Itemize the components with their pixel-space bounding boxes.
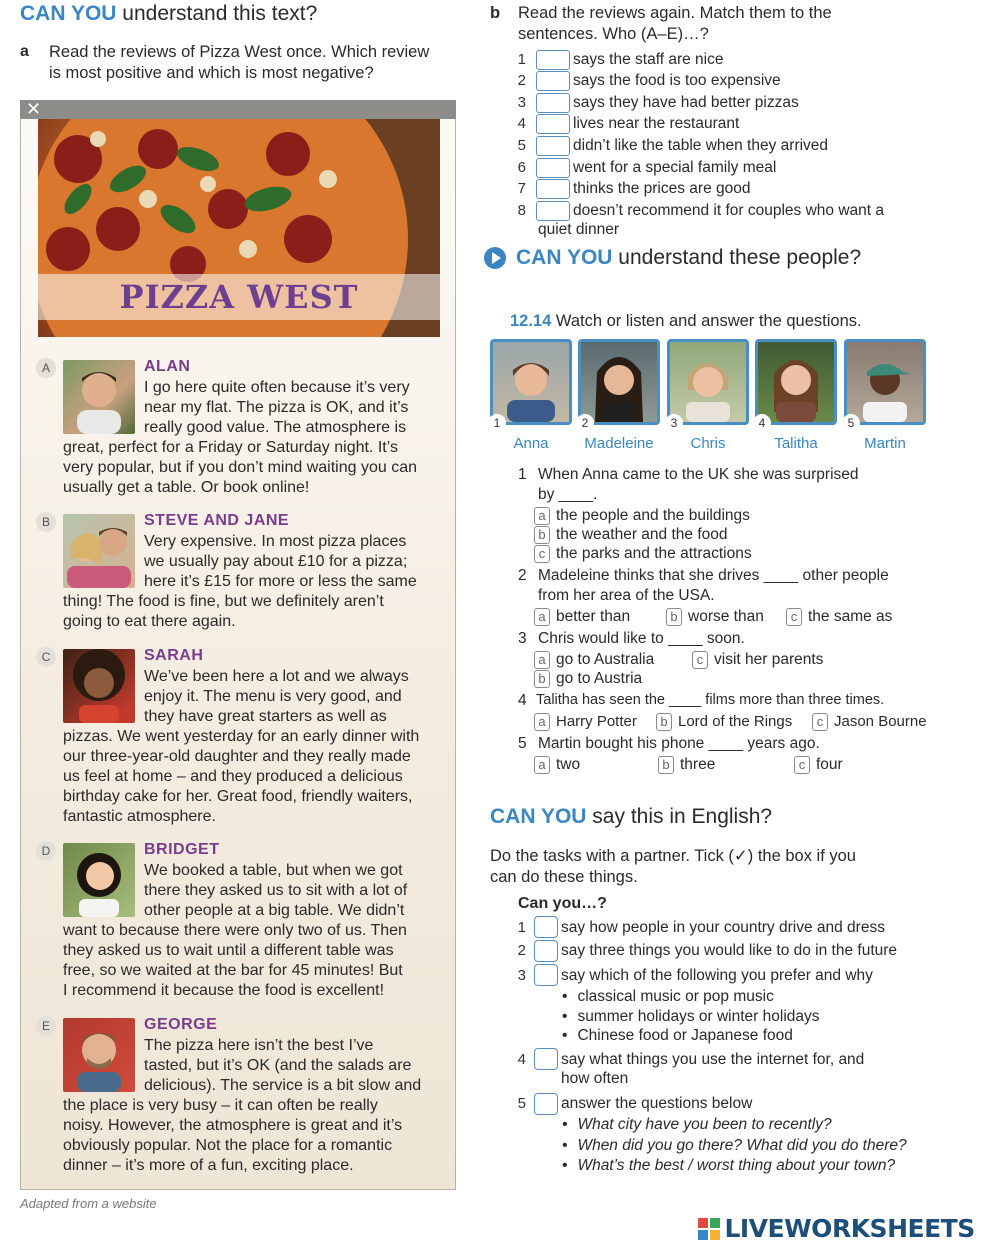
question-number: 2 — [518, 567, 527, 584]
liveworksheets-logo-icon — [698, 1218, 720, 1240]
review-letter: A — [36, 358, 56, 378]
option[interactable] — [534, 713, 637, 731]
panel-top-bar — [20, 100, 456, 119]
option-text: the same as — [808, 608, 893, 626]
person-name: Madeleine — [584, 435, 654, 452]
tick-box[interactable] — [534, 1093, 558, 1115]
option-letter[interactable]: c — [692, 651, 708, 669]
question-number: 4 — [518, 692, 527, 709]
can-number: 2 — [517, 942, 526, 959]
option-text: worse than — [688, 608, 764, 626]
reviewer-name: STEVE AND JANE — [144, 512, 290, 529]
review-body — [63, 667, 453, 827]
can-number: 1 — [517, 919, 526, 936]
option-letter[interactable]: b — [656, 713, 672, 731]
reviewer-name: SARAH — [144, 647, 204, 664]
can-text: say what things you use the internet for, and — [561, 1051, 865, 1068]
review-line: free, so we waited at the bar for 45 minutes! But — [63, 962, 403, 979]
match-text: didn’t like the table when they arrived — [573, 137, 829, 154]
review-line: birthday cake for her. Great food, friendly waiters, — [63, 788, 413, 805]
review-line: the place is very busy – it can often be really — [63, 1097, 378, 1114]
match-text: doesn’t recommend it for couples who want a — [573, 202, 885, 219]
review-letter: B — [36, 512, 56, 532]
match-number: 1 — [517, 51, 526, 68]
task-a-label: a — [20, 43, 29, 60]
match-number: 8 — [517, 202, 526, 219]
answer-box[interactable] — [536, 201, 570, 221]
can-bullet: • What’s the best / worst thing about your town? — [562, 1157, 895, 1175]
match-number: 5 — [517, 137, 526, 154]
person-photo-chris[interactable] — [667, 339, 749, 425]
answer-box[interactable] — [536, 114, 570, 134]
can-bullet: • summer holidays or winter holidays — [562, 1008, 820, 1026]
review-line: noisy. However, the atmosphere is great and it’s — [63, 1117, 403, 1134]
review-line: enjoy it. The menu is very good, and — [144, 688, 402, 705]
review-line: they have great starters as well as — [144, 708, 387, 725]
match-text: says the staff are nice — [573, 51, 724, 68]
say-section-heading — [490, 805, 772, 829]
option[interactable] — [658, 756, 715, 774]
task-b-line2: sentences. Who (A–E)…? — [518, 25, 709, 43]
option-text: three — [680, 756, 716, 774]
question-text: Madeleine thinks that she drives ____ other people — [538, 567, 889, 584]
option-text: visit her parents — [714, 651, 824, 669]
review-body — [63, 378, 453, 498]
person-number: 1 — [488, 414, 506, 432]
question-text-cont: by ____. — [538, 486, 598, 503]
answer-box[interactable] — [536, 93, 570, 113]
match-text: says they have had better pizzas — [573, 94, 799, 111]
heading-rest: understand these people? — [612, 246, 862, 269]
can-bullet: • What city have you been to recently? — [562, 1116, 832, 1134]
left-section-heading — [20, 2, 317, 26]
person-name: Anna — [513, 435, 549, 452]
review-line: our three-year-old daughter and they really made — [63, 748, 411, 765]
option-text: four — [816, 756, 843, 774]
track-code: 12.14 — [510, 312, 552, 330]
task-a-line1: Read the reviews of Pizza West once. Which review — [49, 43, 430, 61]
option-text: two — [556, 756, 581, 774]
option[interactable] — [534, 756, 580, 774]
match-text: went for a special family meal — [573, 159, 777, 176]
option-text: go to Australia — [556, 651, 655, 669]
question-text: When Anna came to the UK she was surprised — [538, 466, 859, 483]
play-icon[interactable] — [484, 247, 506, 269]
person-photo-martin[interactable] — [844, 339, 926, 425]
match-number: 6 — [517, 159, 526, 176]
can-text: say which of the following you prefer and why — [561, 967, 873, 984]
match-text: thinks the prices are good — [573, 180, 751, 197]
people-row — [490, 339, 930, 459]
person-photo-talitha[interactable] — [755, 339, 837, 425]
close-icon[interactable]: ✕ — [26, 99, 42, 119]
can-text: say three things you would like to do in the future — [561, 942, 898, 959]
option[interactable] — [534, 526, 728, 544]
option[interactable] — [534, 670, 642, 688]
person-number: 5 — [842, 414, 860, 432]
reviewer-name: ALAN — [144, 358, 191, 375]
pizza-west-logo: PIZZA WEST — [38, 274, 440, 320]
match-number: 3 — [517, 94, 526, 111]
match-number: 7 — [517, 180, 526, 197]
option[interactable] — [812, 713, 927, 731]
option-text: the people and the buildings — [556, 507, 750, 525]
review-line: there they asked us to sit with a lot of — [144, 882, 408, 899]
review-line: The pizza here isn’t the best I’ve — [144, 1037, 374, 1054]
question-text: Chris would like to ____ soon. — [538, 630, 745, 647]
heading-strong: CAN YOU — [20, 2, 117, 25]
review-line: We’ve been here a lot and we always — [144, 668, 409, 685]
review-line: tasted, but it’s OK (and the salads are — [144, 1057, 412, 1074]
review-line: We booked a table, but when we got — [144, 862, 403, 879]
answer-box[interactable] — [536, 71, 570, 91]
person-photo-anna[interactable] — [490, 339, 572, 425]
person-number: 4 — [753, 414, 771, 432]
reviewer-name: GEORGE — [144, 1016, 218, 1033]
option[interactable] — [534, 545, 752, 563]
option-letter[interactable]: b — [534, 670, 550, 688]
review-line: fantastic atmosphere. — [63, 808, 216, 825]
can-you-label: Can you…? — [518, 895, 607, 912]
review-line: I recommend it because the food is excellent! — [63, 982, 385, 999]
reviewer-name: BRIDGET — [144, 841, 220, 858]
question-text-cont: from her area of the USA. — [538, 587, 715, 604]
option[interactable] — [656, 713, 792, 731]
can-text: answer the questions below — [561, 1095, 753, 1112]
option-letter[interactable]: c — [812, 713, 828, 731]
review-line: obviously popular. Not the place for a romantic — [63, 1137, 393, 1154]
match-text-cont: quiet dinner — [538, 221, 620, 238]
review-line: pizzas. We went yesterday for an early dinner with — [63, 728, 420, 745]
say-intro-line2: can do these things. — [490, 868, 638, 886]
match-number: 2 — [517, 72, 526, 89]
answer-box[interactable] — [536, 136, 570, 156]
review-line: dinner – it’s more of a fun, exciting place. — [63, 1157, 354, 1174]
review-line: thing! The food is fine, but we definitely aren’t — [63, 593, 384, 610]
match-number: 4 — [517, 115, 526, 132]
can-bullet: • Chinese food or Japanese food — [562, 1027, 793, 1045]
review-letter: C — [36, 647, 56, 667]
tick-box[interactable] — [534, 1048, 558, 1070]
option-text: Harry Potter — [556, 713, 637, 730]
review-line: delicious). The service is a bit slow and — [144, 1077, 422, 1094]
review-body — [63, 532, 453, 632]
match-text: says the food is too expensive — [573, 72, 781, 89]
liveworksheets-logo — [698, 1214, 975, 1242]
review-line: here it’s £15 for more or less the same — [144, 573, 417, 590]
heading-strong: CAN YOU — [516, 246, 613, 269]
can-text-cont: how often — [561, 1070, 629, 1087]
question-text: Martin bought his phone ____ years ago. — [538, 735, 820, 752]
can-number: 3 — [517, 967, 526, 984]
option-letter[interactable]: b — [534, 526, 550, 544]
option-letter[interactable]: c — [786, 608, 802, 626]
person-number: 2 — [576, 414, 594, 432]
brand-text: LIVEWORKSHEETS — [724, 1214, 975, 1243]
tick-box[interactable] — [534, 940, 558, 962]
task-b-line1: Read the reviews again. Match them to the — [518, 4, 832, 22]
question-number: 1 — [518, 466, 527, 483]
review-line: us feel at home – and they produced a delicious — [63, 768, 403, 785]
option[interactable] — [692, 651, 823, 669]
review-line: very popular, but if you don’t mind waiting you can — [63, 459, 417, 476]
person-number: 3 — [665, 414, 683, 432]
option-letter[interactable]: b — [658, 756, 674, 774]
option[interactable] — [534, 651, 654, 669]
review-line: really good value. The atmosphere is — [144, 419, 407, 436]
can-bullet: • When did you go there? What did you do there? — [562, 1137, 907, 1155]
person-name: Chris — [690, 435, 726, 452]
option[interactable] — [794, 756, 843, 774]
option-letter[interactable]: a — [534, 713, 550, 731]
option-text: Jason Bourne — [834, 713, 927, 730]
people-section-heading — [516, 246, 861, 270]
review-line: Very expensive. In most pizza places — [144, 533, 407, 550]
option-text: go to Austria — [556, 670, 643, 688]
option-letter[interactable]: c — [534, 545, 550, 563]
option-letter[interactable]: b — [666, 608, 682, 626]
review-line: I go here quite often because it’s very — [144, 379, 410, 396]
option[interactable] — [666, 608, 764, 626]
can-text: say how people in your country drive and dress — [561, 919, 885, 936]
answer-box[interactable] — [536, 179, 570, 199]
option-letter[interactable]: a — [534, 507, 550, 525]
can-number: 4 — [517, 1051, 526, 1068]
task-a-line2: is most positive and which is most negative? — [49, 64, 374, 82]
question-number: 3 — [518, 630, 527, 647]
option-text: Lord of the Rings — [678, 713, 793, 730]
review-line: near my flat. The pizza is OK, and it’s — [144, 399, 409, 416]
task-b-label: b — [490, 4, 501, 22]
pizza-photo — [38, 119, 440, 337]
answer-box[interactable] — [536, 50, 570, 70]
option-letter[interactable]: a — [534, 608, 550, 626]
tick-box[interactable] — [534, 916, 558, 938]
review-line: we usually pay about £10 for a pizza; — [144, 553, 408, 570]
can-number: 5 — [517, 1095, 526, 1112]
review-line: other people at a big table. We didn’t — [144, 902, 405, 919]
review-line: going to eat there again. — [63, 613, 236, 630]
heading-rest: say this in English? — [586, 805, 773, 828]
person-name: Talitha — [774, 435, 818, 452]
option-text: better than — [556, 608, 631, 626]
match-text: lives near the restaurant — [573, 115, 740, 132]
person-photo-madeleine[interactable] — [578, 339, 660, 425]
option[interactable] — [534, 608, 630, 626]
can-bullet: • classical music or pop music — [562, 988, 774, 1006]
review-body — [63, 861, 453, 1001]
option[interactable] — [534, 507, 750, 525]
answer-box[interactable] — [536, 158, 570, 178]
option-letter[interactable]: a — [534, 651, 550, 669]
option-text: the weather and the food — [556, 526, 728, 544]
option[interactable] — [786, 608, 892, 626]
review-line: usually get a table. Or book online! — [63, 479, 310, 496]
option-letter[interactable]: c — [794, 756, 810, 774]
question-number: 5 — [518, 735, 527, 752]
heading-strong: CAN YOU — [490, 805, 587, 828]
review-line: great, perfect for a Friday or Saturday night. It’s — [63, 439, 398, 456]
review-line: want to because there were only two of us. Then — [63, 922, 407, 939]
listen-instruction — [510, 312, 862, 331]
question-text: Talitha has seen the ____ films more than three times. — [536, 692, 885, 708]
person-name: Martin — [864, 435, 906, 452]
source-note: Adapted from a website — [20, 1196, 157, 1211]
review-line: they asked us to wait until a different table was — [63, 942, 394, 959]
heading-rest: understand this text? — [116, 2, 318, 25]
say-intro-line1: Do the tasks with a partner. Tick (✓) the box if you — [490, 847, 856, 865]
review-body — [63, 1036, 453, 1176]
review-letter: E — [36, 1016, 56, 1036]
option-text: the parks and the attractions — [556, 545, 752, 563]
instruction-text: Watch or listen and answer the questions. — [551, 312, 862, 330]
option-letter[interactable]: a — [534, 756, 550, 774]
tick-box[interactable] — [534, 964, 558, 986]
review-letter: D — [36, 841, 56, 861]
